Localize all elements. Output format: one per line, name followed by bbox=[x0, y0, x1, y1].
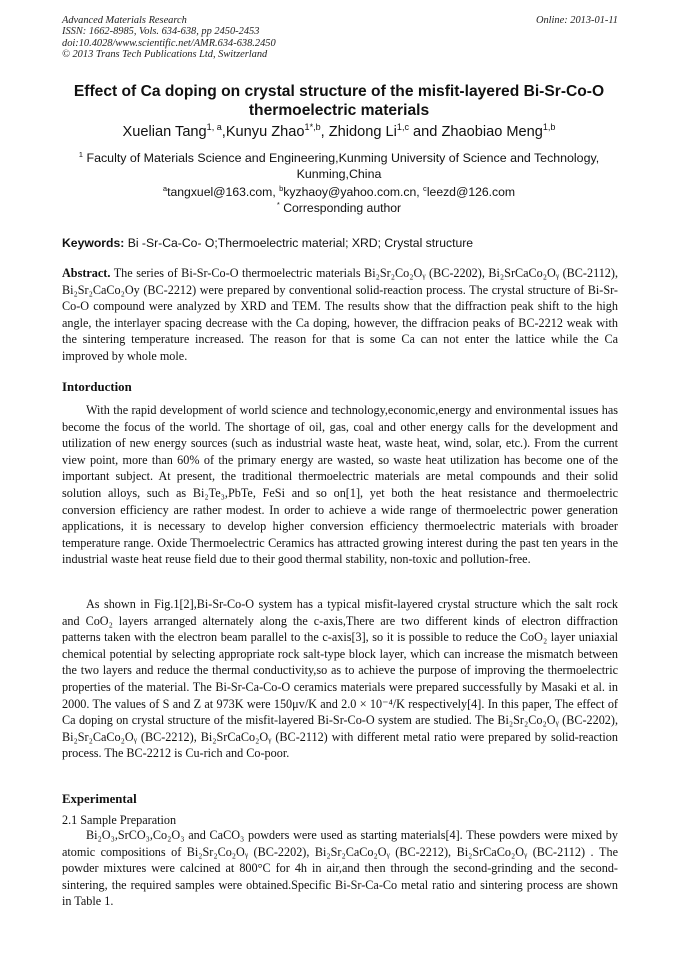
email-mark: a bbox=[162, 183, 168, 193]
intro-paragraph-1: With the rapid development of world science and technology,economic,energy and environmental issues has become the focus of the world. The shortage of oil, gas, coal and other energy calls for the development and utilization of new energy sources (such as industrial waste heat, waste heat, wind, solar, etc.). From the current view point, more than 60% of the primary energy are wasted, so waste heat utilization has become one of the important subject. At present, the traditional thermoelectric materials are metal compounds and their solid solution alloys, such as Bi₂Te₃,PbTe, FeSi and so on[1], yet both the heat resistance and thermoelectric conversion efficiency are rather modest. In order to achieve a wide range of thermoelectric power generation applications, it is necessary to develop higher conversion efficiency thermoelectric materials with broader temperature range. Oxide Thermoelectric Ceramics has attracted growing interest during the past ten years in the industrial waste heat reuse field due to their good thermal stability, non-toxic and pollution-free. bbox=[62, 403, 618, 567]
online-date: Online: 2013-01-11 bbox=[535, 15, 618, 26]
corresponding-text: Corresponding author bbox=[283, 201, 402, 215]
author-mark: 1,c bbox=[396, 122, 409, 133]
intro-paragraph-2: As shown in Fig.1[2],Bi-Sr-Co-O system has a typical misfit-layered crystal structure which the salt rock and CoO₂ layers arranged alternately along the c-axis,There are two different kinds of electron diffraction patterns taken with the electron beam parallel to the c-axis[3], so it is possible to reduce the CoO₂ layer uniaxial chemical potential by selecting appropriate rock salt-type block layer, which can increase the mismatch between the two layers and reduce the thermal conductivity,so as to achieve the purpose of improving the thermoelectric properties of the material. The Bi-Sr-Ca-Co-O ceramics materials were prepared successfully by Masaki et al. in 2000. The values of S and Z at 973K were 150μv/K and 2.0 × 10⁻⁴/K respectively[4]. In this paper, The effect of Ca doping on crystal structure of the misfit-layered Bi-Sr-Co-O system are studied. The Bi₂Sr₂Co₂Oᵧ (BC-2202), Bi₂Sr₂CaCo₂Oᵧ (BC-2212), Bi₂SrCaCo₂Oᵧ (BC-2112) with different metal ratio were prepared by solid-reaction process. The BC-2212 is Cu-rich and Co-poor. bbox=[62, 597, 618, 761]
abstract bbox=[62, 265, 618, 365]
subsection-heading: 2.1 Sample Preparation bbox=[62, 813, 177, 827]
experimental-heading: Experimental bbox=[62, 792, 137, 806]
abstract-label: Abstract. bbox=[62, 266, 111, 280]
author-sep: , bbox=[221, 124, 226, 140]
keywords-label: Keywords: bbox=[62, 236, 125, 250]
keywords bbox=[62, 235, 618, 251]
author-mark: 1,b bbox=[542, 122, 556, 133]
email-list bbox=[70, 184, 608, 200]
affiliation-text: Faculty of Materials Science and Engineering,Kunming University of Science and Technology, Kunming,China bbox=[86, 151, 600, 181]
corresponding-mark: * bbox=[276, 199, 280, 209]
author-sep: and bbox=[408, 124, 442, 140]
doi-line: doi:10.4028/www.scientific.net/AMR.634-638.2450 bbox=[62, 37, 276, 49]
author-sep: , bbox=[320, 124, 329, 140]
author-mark: 1, a bbox=[206, 122, 222, 133]
email-mark: b bbox=[279, 183, 284, 193]
author-name: Kunyu Zhao bbox=[225, 124, 305, 140]
author-name: Xuelian Tang bbox=[122, 124, 207, 140]
email-link[interactable]: tangxuel@163.com bbox=[167, 185, 273, 199]
introduction-heading: Intorduction bbox=[62, 380, 132, 394]
journal-header bbox=[62, 15, 618, 61]
experimental-paragraph: Bi₂O₃,SrCO₃,Co₂O₃ and CaCO₃ powders were used as starting materials[4]. These powders were mixed by atomic compositions of Bi₂Sr₂Co₂Oᵧ (BC-2202), Bi₂Sr₂CaCo₂Oᵧ (BC-2212), Bi₂SrCaCo₂Oᵧ (BC-2112) . The powder mixtures were calcined at 800°C for 4h in air,and then through the second-grinding and the second-sintering, the required samples were obtained.Specific Bi-Sr-Ca-Co metal ratio and sintering process are shown in Table 1. bbox=[62, 828, 618, 909]
email-link[interactable]: kyzhaoy@yahoo.com.cn bbox=[283, 185, 417, 199]
affiliation bbox=[70, 150, 608, 182]
keywords-text: Bi -Sr-Ca-Co- O;Thermoelectric material; XRD; Crystal structure bbox=[127, 236, 474, 250]
email-sep: , bbox=[416, 185, 424, 199]
paper-title: Effect of Ca doping on crystal structure of the misfit-layered Bi-Sr-Co-O thermoelectric materials bbox=[73, 83, 605, 119]
email-mark: c bbox=[423, 183, 427, 193]
email-sep: , bbox=[272, 185, 280, 199]
journal-name: Advanced Materials Research bbox=[62, 15, 187, 26]
corresponding-note bbox=[70, 200, 608, 216]
author-list bbox=[40, 122, 638, 142]
author-mark: 1*,b bbox=[304, 122, 321, 133]
affiliation-mark: 1 bbox=[78, 149, 84, 159]
issn-line: ISSN: 1662-8985, Vols. 634-638, pp 2450-2453 bbox=[62, 26, 260, 38]
email-link[interactable]: leezd@126.com bbox=[426, 185, 516, 199]
copyright-line: © 2013 Trans Tech Publications Ltd, Switzerland bbox=[62, 49, 268, 61]
abstract-text: The series of Bi-Sr-Co-O thermoelectric materials Bi₂Sr₂Co₂Oᵧ (BC-2202), Bi₂SrCaCo₂Oᵧ (BC-2112), Bi₂Sr₂CaCo₂Oy (BC-2212) were prepared by conventional solid-reaction process. The crystal structure of Bi-Sr-Co-O compound were analyzed by XRD and TEM. The results show that the diffraction peak shift to the high angle, the interlayer spacing decrease with the Ca doping, however, the diffracion peaks of BC-2212 weak with the sintering temperature increased. The reason for that is some Ca can not enter the lattice while the Ca improved by whole mole. bbox=[62, 266, 618, 363]
author-name: Zhaobiao Meng bbox=[441, 124, 543, 140]
author-name: Zhidong Li bbox=[328, 124, 397, 140]
